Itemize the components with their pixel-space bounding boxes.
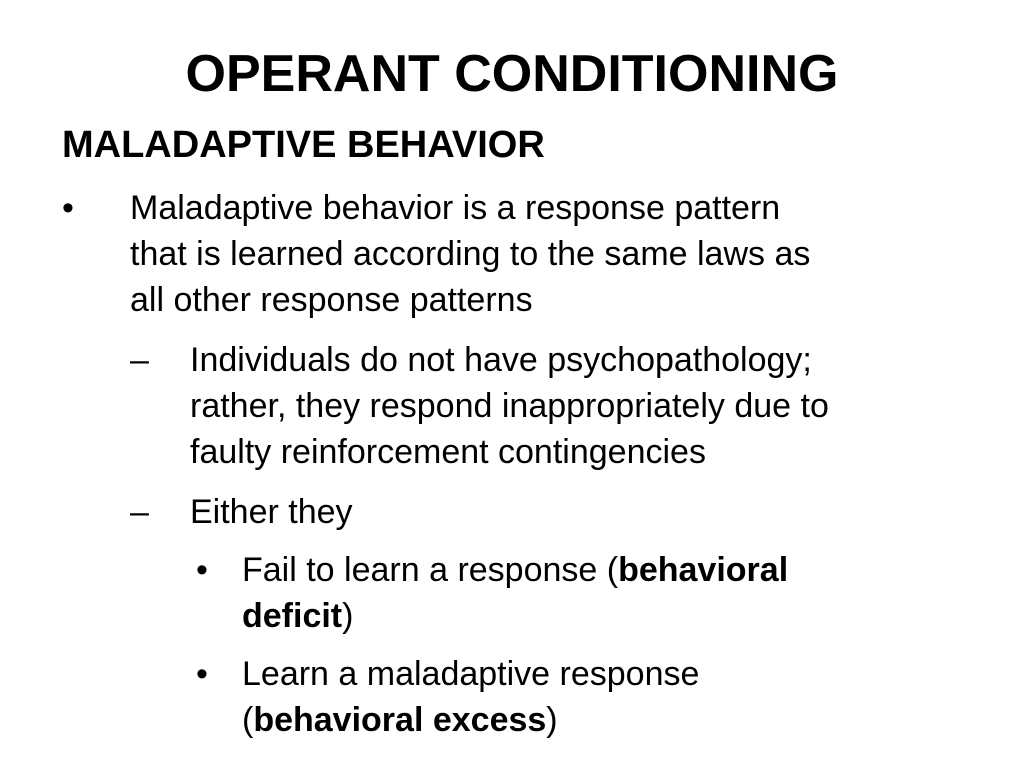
sub-bullet-text-line: [242, 547, 962, 593]
bullet-text-line: all other response patterns: [130, 281, 533, 319]
bullet-marker: •: [62, 189, 74, 227]
dash-text-line: faulty reinforcement contingencies: [190, 433, 706, 471]
bullet-text-line: Maladaptive behavior is a response pattern: [130, 189, 781, 227]
dash-text-line: Either they: [190, 493, 353, 531]
slide-title: OPERANT CONDITIONING: [185, 45, 839, 103]
text-run: ): [342, 597, 354, 635]
sub-bullet-text: [242, 547, 962, 639]
dash-text: [190, 489, 990, 535]
dash-text-line: rather, they respond inappropriately due to: [190, 387, 829, 425]
text-run: Fail to learn a response (: [242, 551, 619, 589]
sub-bullet-text: [242, 651, 962, 743]
sub-bullet-text-line: [242, 593, 962, 639]
text-run: (: [242, 701, 254, 739]
dash-marker: –: [130, 493, 149, 531]
dash-text: [190, 337, 990, 475]
bold-term: deficit: [242, 597, 343, 635]
bullet-marker: •: [196, 655, 208, 693]
bullet-text: [130, 185, 980, 323]
sub-bullet-text-line: Learn a maladaptive response: [242, 655, 700, 693]
dash-text-line: Individuals do not have psychopathology;: [190, 341, 812, 379]
bullet-text-line: that is learned according to the same laws as: [130, 235, 811, 273]
bold-term: behavioral: [618, 551, 789, 589]
bold-term: behavioral excess: [253, 701, 547, 739]
slide-subtitle: MALADAPTIVE BEHAVIOR: [62, 124, 545, 166]
dash-marker: –: [130, 341, 149, 379]
sub-bullet-text-line: [242, 697, 962, 743]
text-run: ): [546, 701, 558, 739]
bullet-marker: •: [196, 551, 208, 589]
